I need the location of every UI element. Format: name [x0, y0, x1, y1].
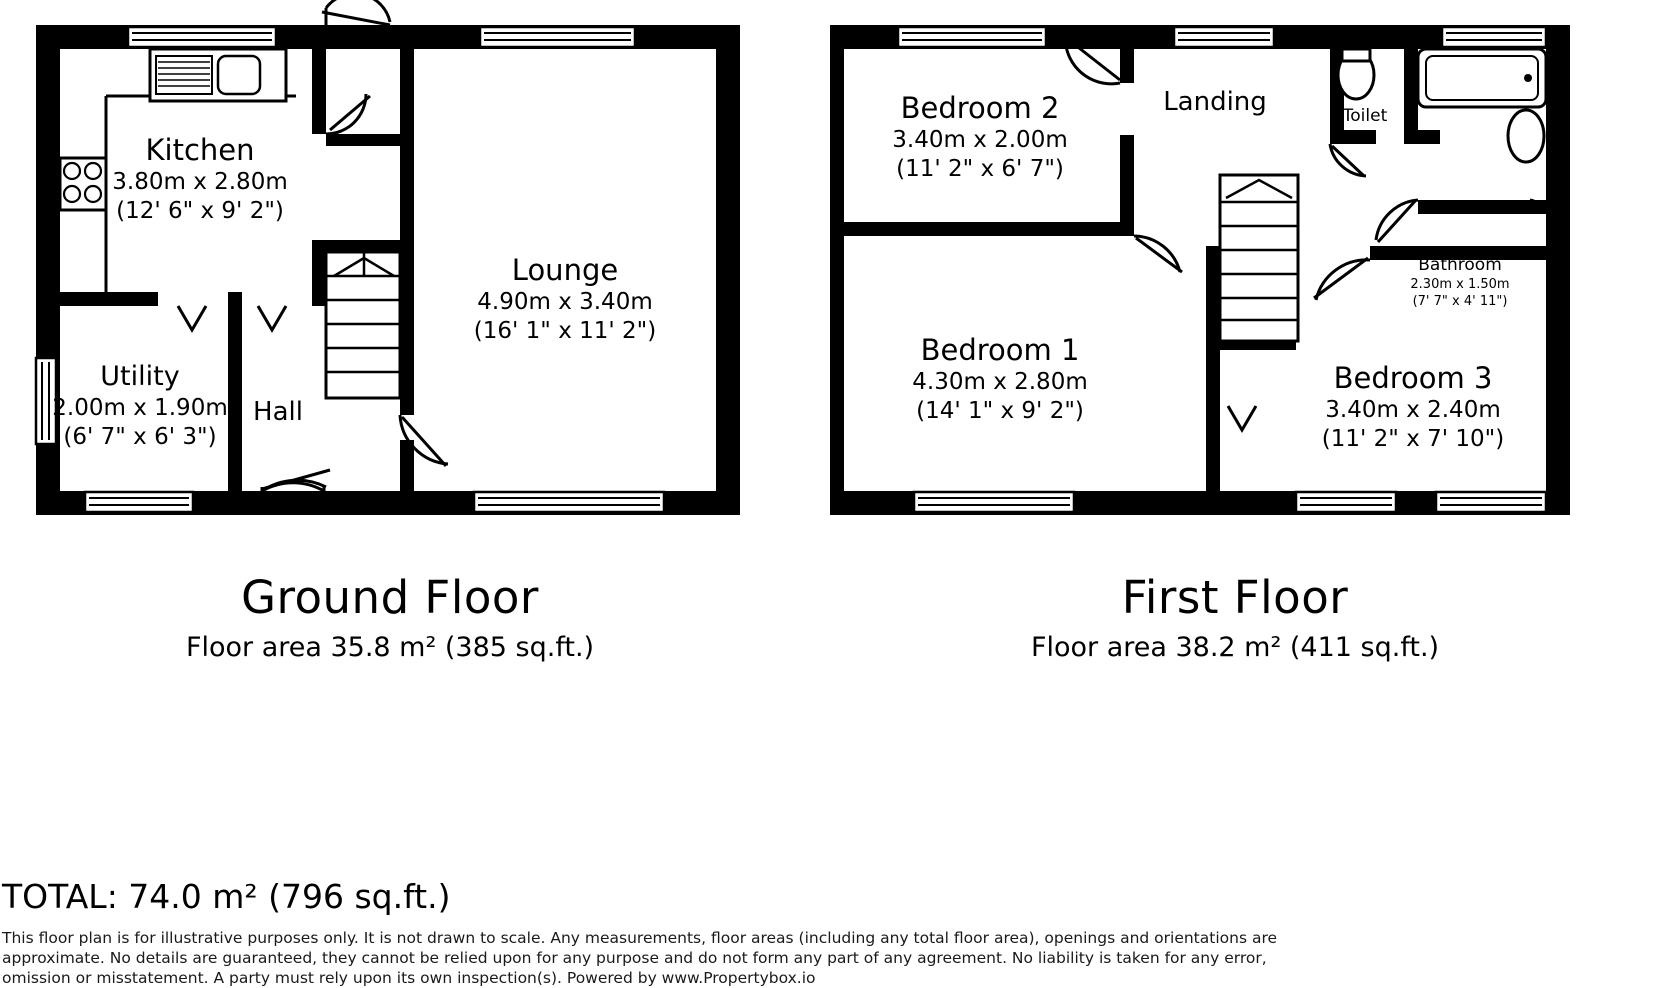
first-floor-staircase — [1220, 175, 1298, 341]
room-label-bedroom-3 — [1268, 360, 1558, 454]
room-name: Lounge — [511, 253, 619, 287]
room-dimension-metric: 4.30m x 2.80m — [912, 369, 1088, 395]
room-dimension-metric: 3.80m x 2.80m — [112, 169, 288, 195]
room-name: Utility — [100, 361, 180, 392]
room-label-kitchen — [50, 132, 350, 226]
room-name: Bedroom 3 — [1333, 361, 1493, 395]
room-name: Kitchen — [145, 133, 255, 167]
room-name: Bedroom 2 — [900, 91, 1060, 125]
room-label-toilet — [1310, 106, 1420, 127]
room-label-hall — [198, 396, 358, 428]
room-dimension-metric: 3.40m x 2.00m — [892, 127, 1068, 153]
floor-area: Floor area 38.2 m² (411 sq.ft.) — [1030, 632, 1440, 663]
room-label-bedroom-1 — [855, 332, 1145, 426]
room-name: Landing — [1163, 87, 1267, 117]
ground-floor-caption — [10, 570, 770, 666]
room-label-landing — [1115, 86, 1315, 118]
floor-area: Floor area 35.8 m² (385 sq.ft.) — [185, 632, 595, 663]
floor-title: First Floor — [1121, 571, 1349, 624]
room-dimension-imperial: (16' 1" x 11' 2") — [473, 318, 657, 344]
first-floor-caption — [855, 570, 1615, 666]
room-dimension-imperial: (6' 7" x 6' 3") — [63, 424, 217, 450]
room-dimension-imperial: (11' 2" x 7' 10") — [1321, 426, 1505, 452]
floor-title: Ground Floor — [241, 571, 539, 624]
room-dimension-metric: 3.40m x 2.40m — [1325, 397, 1501, 423]
room-name: Bedroom 1 — [920, 333, 1080, 367]
room-dimension-imperial: (12' 6" x 9' 2") — [116, 198, 284, 224]
room-label-bedroom-2 — [830, 90, 1130, 184]
room-label-lounge — [415, 252, 715, 346]
room-dimension-metric: 2.30m x 1.50m — [1410, 277, 1510, 292]
total-area-label: TOTAL: 74.0 m² (796 sq.ft.) — [2, 877, 451, 916]
room-dimension-imperial: (7' 7" x 4' 11") — [1412, 294, 1508, 309]
room-label-bathroom — [1395, 255, 1525, 310]
room-name: Toilet — [1342, 106, 1388, 126]
room-dimension-metric: 4.90m x 3.40m — [477, 289, 653, 315]
room-dimension-metric: 2.00m x 1.90m — [52, 395, 228, 421]
room-dimension-imperial: (14' 1" x 9' 2") — [916, 398, 1084, 424]
disclaimer-text: This floor plan is for illustrative purposes only. It is not drawn to scale. Any measurements, floor areas (including any total floor area), openings and orientations are approximate. No details are guaranteed, they cannot be relied upon for any purpose and do not form any part of any agreement. No liability is taken for any error, omission or misstatement. A party must rely upon its own inspection(s). Powered by www.Propertybox.io — [2, 929, 1278, 987]
room-dimension-imperial: (11' 2" x 6' 7") — [896, 156, 1064, 182]
room-name: Hall — [253, 397, 303, 427]
ground-floor-staircase — [326, 252, 400, 398]
room-name: Bathroom — [1418, 255, 1502, 275]
